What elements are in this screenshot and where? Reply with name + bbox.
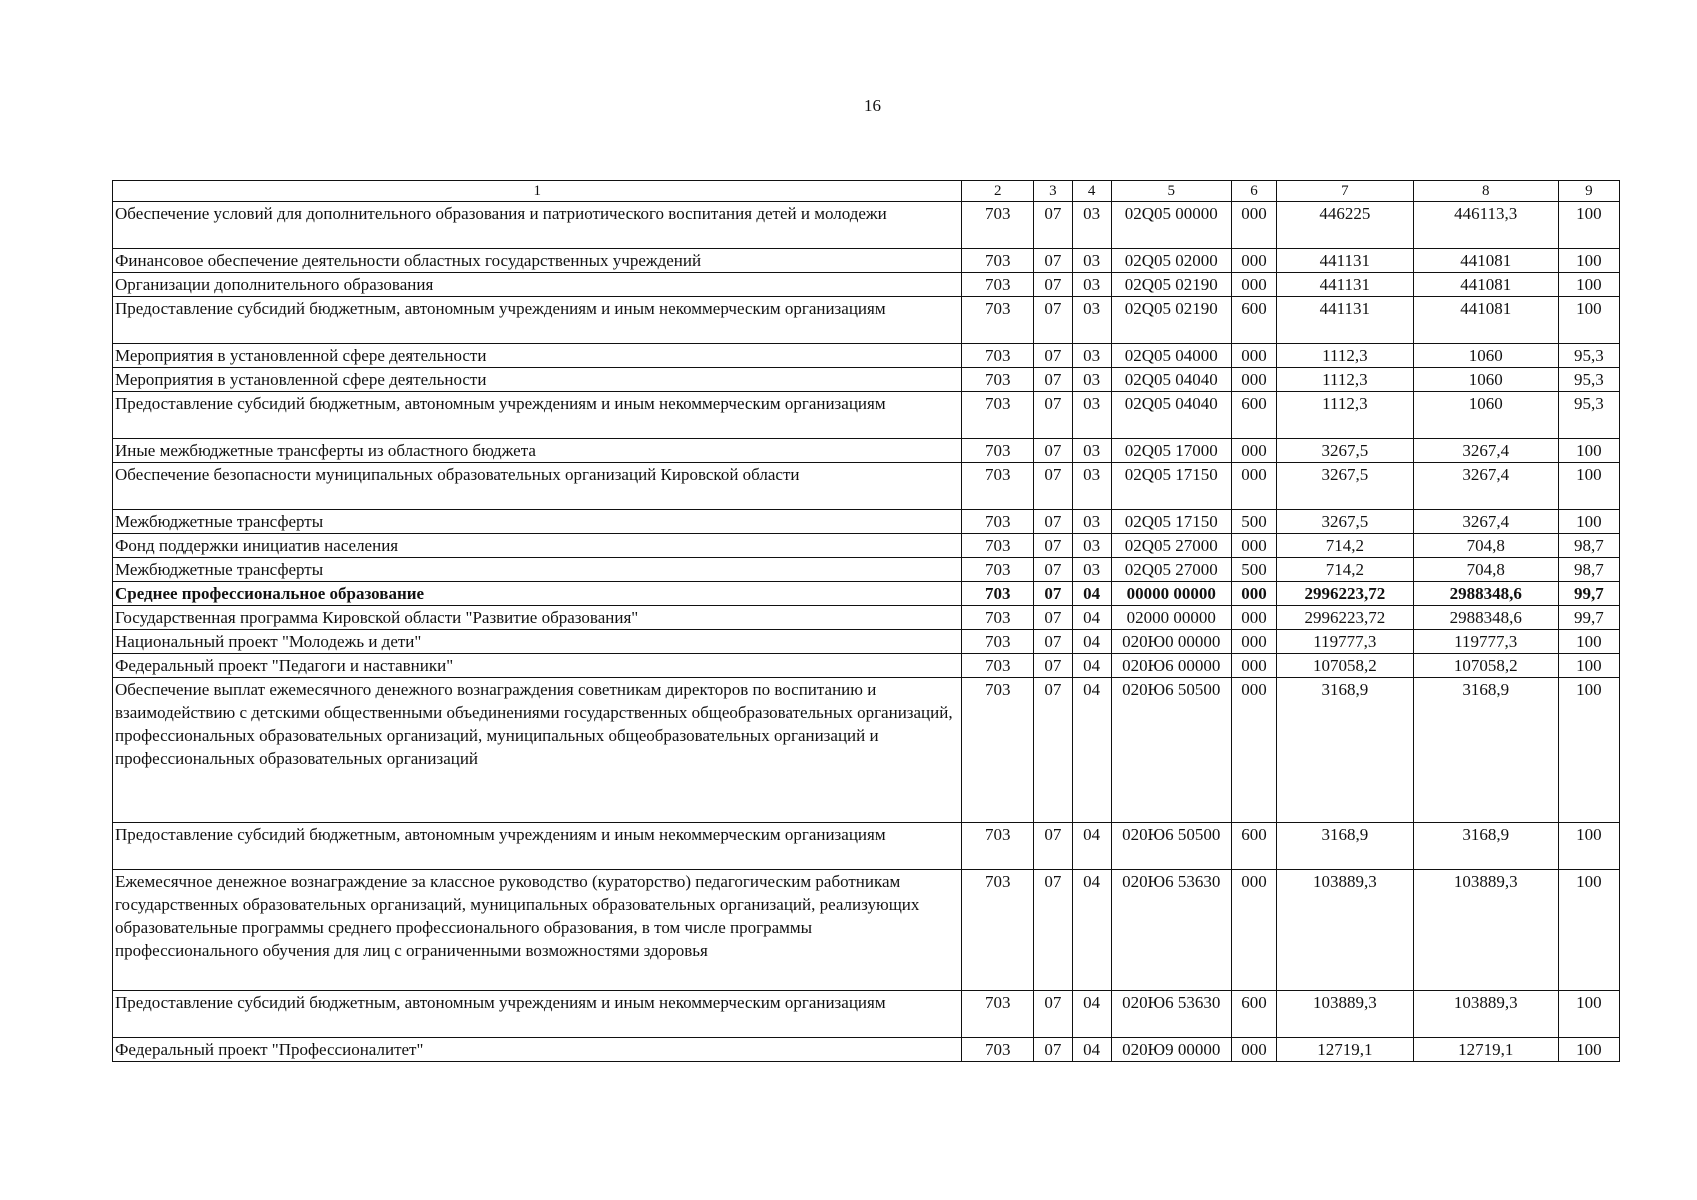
expense-type-code-cell: 000 <box>1232 439 1277 463</box>
table-row <box>113 344 1620 368</box>
subsection-code-cell: 04 <box>1072 1038 1111 1062</box>
subsection-code-cell: 03 <box>1072 202 1111 249</box>
header-cell: 3 <box>1033 181 1072 202</box>
section-code-cell: 703 <box>962 606 1033 630</box>
row-name-cell: Среднее профессиональное образование <box>113 582 962 606</box>
chapter-code-cell: 07 <box>1033 558 1072 582</box>
planned-amount-cell: 2996223,72 <box>1276 606 1413 630</box>
header-row <box>113 181 1620 202</box>
expense-type-code-cell: 000 <box>1232 654 1277 678</box>
target-article-code-cell: 02000 00000 <box>1111 606 1231 630</box>
table-row <box>113 1038 1620 1062</box>
section-code-cell: 703 <box>962 463 1033 510</box>
section-code-cell: 703 <box>962 654 1033 678</box>
planned-amount-cell: 1112,3 <box>1276 368 1413 392</box>
expense-type-code-cell: 000 <box>1232 344 1277 368</box>
chapter-code-cell: 07 <box>1033 582 1072 606</box>
target-article-code-cell: 02Q05 27000 <box>1111 534 1231 558</box>
chapter-code-cell: 07 <box>1033 630 1072 654</box>
target-article-code-cell: 02Q05 04040 <box>1111 368 1231 392</box>
subsection-code-cell: 04 <box>1072 991 1111 1038</box>
section-code-cell: 703 <box>962 510 1033 534</box>
chapter-code-cell: 07 <box>1033 273 1072 297</box>
execution-percent-cell: 100 <box>1558 823 1619 870</box>
table-row <box>113 823 1620 870</box>
header-cell: 8 <box>1413 181 1558 202</box>
table-row <box>113 439 1620 463</box>
section-code-cell: 703 <box>962 249 1033 273</box>
target-article-code-cell: 02Q05 17150 <box>1111 510 1231 534</box>
section-code-cell: 703 <box>962 534 1033 558</box>
executed-amount-cell: 704,8 <box>1413 558 1558 582</box>
table-row <box>113 534 1620 558</box>
target-article-code-cell: 02Q05 27000 <box>1111 558 1231 582</box>
subsection-code-cell: 04 <box>1072 606 1111 630</box>
execution-percent-cell: 100 <box>1558 654 1619 678</box>
subsection-code-cell: 04 <box>1072 678 1111 823</box>
section-code-cell: 703 <box>962 202 1033 249</box>
subsection-code-cell: 03 <box>1072 392 1111 439</box>
subsection-code-cell: 03 <box>1072 368 1111 392</box>
planned-amount-cell: 441131 <box>1276 249 1413 273</box>
target-article-code-cell: 02Q05 02190 <box>1111 297 1231 344</box>
table-row <box>113 368 1620 392</box>
chapter-code-cell: 07 <box>1033 249 1072 273</box>
executed-amount-cell: 3267,4 <box>1413 439 1558 463</box>
table-row <box>113 630 1620 654</box>
table-row <box>113 991 1620 1038</box>
table-row <box>113 606 1620 630</box>
planned-amount-cell: 3267,5 <box>1276 439 1413 463</box>
table-row <box>113 510 1620 534</box>
planned-amount-cell: 103889,3 <box>1276 870 1413 991</box>
subsection-code-cell: 03 <box>1072 463 1111 510</box>
subsection-code-cell: 04 <box>1072 654 1111 678</box>
table-row <box>113 463 1620 510</box>
expense-type-code-cell: 500 <box>1232 510 1277 534</box>
subsection-code-cell: 04 <box>1072 823 1111 870</box>
executed-amount-cell: 107058,2 <box>1413 654 1558 678</box>
header-cell: 5 <box>1111 181 1231 202</box>
section-code-cell: 703 <box>962 870 1033 991</box>
planned-amount-cell: 441131 <box>1276 297 1413 344</box>
planned-amount-cell: 103889,3 <box>1276 991 1413 1038</box>
expense-type-code-cell: 000 <box>1232 582 1277 606</box>
subsection-code-cell: 03 <box>1072 344 1111 368</box>
execution-percent-cell: 100 <box>1558 463 1619 510</box>
row-name-cell: Межбюджетные трансферты <box>113 510 962 534</box>
executed-amount-cell: 3168,9 <box>1413 823 1558 870</box>
target-article-code-cell: 020Ю6 50500 <box>1111 823 1231 870</box>
target-article-code-cell: 02Q05 02000 <box>1111 249 1231 273</box>
row-name-cell: Федеральный проект "Педагоги и наставники" <box>113 654 962 678</box>
execution-percent-cell: 100 <box>1558 630 1619 654</box>
execution-percent-cell: 100 <box>1558 678 1619 823</box>
executed-amount-cell: 446113,3 <box>1413 202 1558 249</box>
expense-type-code-cell: 000 <box>1232 273 1277 297</box>
expense-type-code-cell: 600 <box>1232 991 1277 1038</box>
chapter-code-cell: 07 <box>1033 678 1072 823</box>
subsection-code-cell: 03 <box>1072 510 1111 534</box>
execution-percent-cell: 95,3 <box>1558 368 1619 392</box>
chapter-code-cell: 07 <box>1033 463 1072 510</box>
header-cell: 7 <box>1276 181 1413 202</box>
target-article-code-cell: 020Ю6 53630 <box>1111 991 1231 1038</box>
execution-percent-cell: 100 <box>1558 273 1619 297</box>
section-code-cell: 703 <box>962 392 1033 439</box>
row-name-cell: Ежемесячное денежное вознаграждение за классное руководство (кураторство) педагогическим работникам государственных образовательных организаций, муниципальных образовательных организаций, реализующих образовательные программы среднего профессионального образования, в том числе программы профессионального обучения для лиц с ограниченными возможностями здоровья <box>113 870 962 991</box>
execution-percent-cell: 100 <box>1558 439 1619 463</box>
target-article-code-cell: 020Ю6 53630 <box>1111 870 1231 991</box>
row-name-cell: Фонд поддержки инициатив населения <box>113 534 962 558</box>
execution-percent-cell: 99,7 <box>1558 606 1619 630</box>
planned-amount-cell: 714,2 <box>1276 558 1413 582</box>
chapter-code-cell: 07 <box>1033 606 1072 630</box>
target-article-code-cell: 02Q05 17150 <box>1111 463 1231 510</box>
section-code-cell: 703 <box>962 678 1033 823</box>
chapter-code-cell: 07 <box>1033 510 1072 534</box>
execution-percent-cell: 98,7 <box>1558 534 1619 558</box>
executed-amount-cell: 1060 <box>1413 344 1558 368</box>
expense-type-code-cell: 000 <box>1232 534 1277 558</box>
execution-percent-cell: 100 <box>1558 991 1619 1038</box>
executed-amount-cell: 1060 <box>1413 368 1558 392</box>
target-article-code-cell: 020Ю6 00000 <box>1111 654 1231 678</box>
chapter-code-cell: 07 <box>1033 823 1072 870</box>
expense-type-code-cell: 000 <box>1232 202 1277 249</box>
target-article-code-cell: 02Q05 17000 <box>1111 439 1231 463</box>
target-article-code-cell: 020Ю9 00000 <box>1111 1038 1231 1062</box>
expense-type-code-cell: 000 <box>1232 1038 1277 1062</box>
expense-type-code-cell: 000 <box>1232 606 1277 630</box>
row-name-cell: Предоставление субсидий бюджетным, автономным учреждениям и иным некоммерческим организациям <box>113 991 962 1038</box>
target-article-code-cell: 02Q05 00000 <box>1111 202 1231 249</box>
execution-percent-cell: 100 <box>1558 297 1619 344</box>
header-cell: 4 <box>1072 181 1111 202</box>
execution-percent-cell: 100 <box>1558 870 1619 991</box>
header-cell: 6 <box>1232 181 1277 202</box>
subsection-code-cell: 03 <box>1072 297 1111 344</box>
executed-amount-cell: 704,8 <box>1413 534 1558 558</box>
planned-amount-cell: 12719,1 <box>1276 1038 1413 1062</box>
row-name-cell: Предоставление субсидий бюджетным, автономным учреждениям и иным некоммерческим организациям <box>113 392 962 439</box>
section-code-cell: 703 <box>962 368 1033 392</box>
planned-amount-cell: 3267,5 <box>1276 510 1413 534</box>
chapter-code-cell: 07 <box>1033 654 1072 678</box>
planned-amount-cell: 1112,3 <box>1276 344 1413 368</box>
header-cell: 2 <box>962 181 1033 202</box>
executed-amount-cell: 2988348,6 <box>1413 582 1558 606</box>
page-number: 16 <box>864 96 881 115</box>
chapter-code-cell: 07 <box>1033 870 1072 991</box>
table-row <box>113 392 1620 439</box>
planned-amount-cell: 3267,5 <box>1276 463 1413 510</box>
target-article-code-cell: 02Q05 04040 <box>1111 392 1231 439</box>
table-row <box>113 297 1620 344</box>
table-row <box>113 273 1620 297</box>
execution-percent-cell: 100 <box>1558 1038 1619 1062</box>
row-name-cell: Организации дополнительного образования <box>113 273 962 297</box>
row-name-cell: Государственная программа Кировской области "Развитие образования" <box>113 606 962 630</box>
executed-amount-cell: 441081 <box>1413 297 1558 344</box>
executed-amount-cell: 1060 <box>1413 392 1558 439</box>
section-code-cell: 703 <box>962 823 1033 870</box>
executed-amount-cell: 103889,3 <box>1413 991 1558 1038</box>
table-row <box>113 249 1620 273</box>
section-code-cell: 703 <box>962 582 1033 606</box>
target-article-code-cell: 02Q05 02190 <box>1111 273 1231 297</box>
planned-amount-cell: 3168,9 <box>1276 678 1413 823</box>
chapter-code-cell: 07 <box>1033 368 1072 392</box>
chapter-code-cell: 07 <box>1033 439 1072 463</box>
planned-amount-cell: 3168,9 <box>1276 823 1413 870</box>
executed-amount-cell: 3267,4 <box>1413 510 1558 534</box>
expense-type-code-cell: 600 <box>1232 823 1277 870</box>
expense-type-code-cell: 000 <box>1232 368 1277 392</box>
row-name-cell: Мероприятия в установленной сфере деятельности <box>113 344 962 368</box>
execution-percent-cell: 100 <box>1558 249 1619 273</box>
execution-percent-cell: 98,7 <box>1558 558 1619 582</box>
row-name-cell: Иные межбюджетные трансферты из областного бюджета <box>113 439 962 463</box>
expense-type-code-cell: 500 <box>1232 558 1277 582</box>
planned-amount-cell: 446225 <box>1276 202 1413 249</box>
row-name-cell: Обеспечение безопасности муниципальных образовательных организаций Кировской области <box>113 463 962 510</box>
chapter-code-cell: 07 <box>1033 534 1072 558</box>
section-code-cell: 703 <box>962 558 1033 582</box>
row-name-cell: Обеспечение условий для дополнительного образования и патриотического воспитания детей и молодежи <box>113 202 962 249</box>
subsection-code-cell: 03 <box>1072 558 1111 582</box>
row-name-cell: Межбюджетные трансферты <box>113 558 962 582</box>
expense-type-code-cell: 600 <box>1232 297 1277 344</box>
expense-type-code-cell: 000 <box>1232 678 1277 823</box>
chapter-code-cell: 07 <box>1033 202 1072 249</box>
budget-table <box>112 180 1620 1062</box>
row-name-cell: Федеральный проект "Профессионалитет" <box>113 1038 962 1062</box>
target-article-code-cell: 020Ю0 00000 <box>1111 630 1231 654</box>
subsection-code-cell: 03 <box>1072 534 1111 558</box>
subsection-code-cell: 04 <box>1072 582 1111 606</box>
executed-amount-cell: 3267,4 <box>1413 463 1558 510</box>
execution-percent-cell: 100 <box>1558 510 1619 534</box>
planned-amount-cell: 107058,2 <box>1276 654 1413 678</box>
chapter-code-cell: 07 <box>1033 344 1072 368</box>
subsection-code-cell: 03 <box>1072 249 1111 273</box>
executed-amount-cell: 3168,9 <box>1413 678 1558 823</box>
header-cell: 9 <box>1558 181 1619 202</box>
planned-amount-cell: 1112,3 <box>1276 392 1413 439</box>
target-article-code-cell: 00000 00000 <box>1111 582 1231 606</box>
section-code-cell: 703 <box>962 297 1033 344</box>
planned-amount-cell: 714,2 <box>1276 534 1413 558</box>
section-code-cell: 703 <box>962 344 1033 368</box>
expense-type-code-cell: 000 <box>1232 249 1277 273</box>
row-name-cell: Предоставление субсидий бюджетным, автономным учреждениям и иным некоммерческим организациям <box>113 297 962 344</box>
target-article-code-cell: 020Ю6 50500 <box>1111 678 1231 823</box>
planned-amount-cell: 2996223,72 <box>1276 582 1413 606</box>
chapter-code-cell: 07 <box>1033 991 1072 1038</box>
subsection-code-cell: 04 <box>1072 870 1111 991</box>
chapter-code-cell: 07 <box>1033 297 1072 344</box>
chapter-code-cell: 07 <box>1033 392 1072 439</box>
expense-type-code-cell: 600 <box>1232 392 1277 439</box>
subsection-code-cell: 03 <box>1072 273 1111 297</box>
expense-type-code-cell: 000 <box>1232 630 1277 654</box>
row-name-cell: Финансовое обеспечение деятельности областных государственных учреждений <box>113 249 962 273</box>
section-code-cell: 703 <box>962 439 1033 463</box>
subsection-code-cell: 04 <box>1072 630 1111 654</box>
planned-amount-cell: 441131 <box>1276 273 1413 297</box>
expense-type-code-cell: 000 <box>1232 463 1277 510</box>
executed-amount-cell: 2988348,6 <box>1413 606 1558 630</box>
header-cell: 1 <box>113 181 962 202</box>
subsection-code-cell: 03 <box>1072 439 1111 463</box>
execution-percent-cell: 99,7 <box>1558 582 1619 606</box>
row-name-cell: Обеспечение выплат ежемесячного денежного вознаграждения советникам директоров по воспитанию и взаимодействию с детскими общественными объединениями государственных общеобразовательных организаций, профессиональных образовательных организаций, муниципальных общеобразовательных организаций и профессиональных образовательных организаций <box>113 678 962 823</box>
executed-amount-cell: 12719,1 <box>1413 1038 1558 1062</box>
planned-amount-cell: 119777,3 <box>1276 630 1413 654</box>
execution-percent-cell: 95,3 <box>1558 344 1619 368</box>
row-name-cell: Мероприятия в установленной сфере деятельности <box>113 368 962 392</box>
table-row <box>113 870 1620 991</box>
expense-type-code-cell: 000 <box>1232 870 1277 991</box>
executed-amount-cell: 119777,3 <box>1413 630 1558 654</box>
table-row <box>113 678 1620 823</box>
executed-amount-cell: 441081 <box>1413 249 1558 273</box>
section-code-cell: 703 <box>962 1038 1033 1062</box>
row-name-cell: Предоставление субсидий бюджетным, автономным учреждениям и иным некоммерческим организациям <box>113 823 962 870</box>
table-row <box>113 558 1620 582</box>
chapter-code-cell: 07 <box>1033 1038 1072 1062</box>
section-code-cell: 703 <box>962 991 1033 1038</box>
table-row <box>113 582 1620 606</box>
section-code-cell: 703 <box>962 273 1033 297</box>
table-row <box>113 202 1620 249</box>
target-article-code-cell: 02Q05 04000 <box>1111 344 1231 368</box>
execution-percent-cell: 95,3 <box>1558 392 1619 439</box>
row-name-cell: Национальный проект "Молодежь и дети" <box>113 630 962 654</box>
section-code-cell: 703 <box>962 630 1033 654</box>
table-row <box>113 654 1620 678</box>
executed-amount-cell: 441081 <box>1413 273 1558 297</box>
execution-percent-cell: 100 <box>1558 202 1619 249</box>
executed-amount-cell: 103889,3 <box>1413 870 1558 991</box>
